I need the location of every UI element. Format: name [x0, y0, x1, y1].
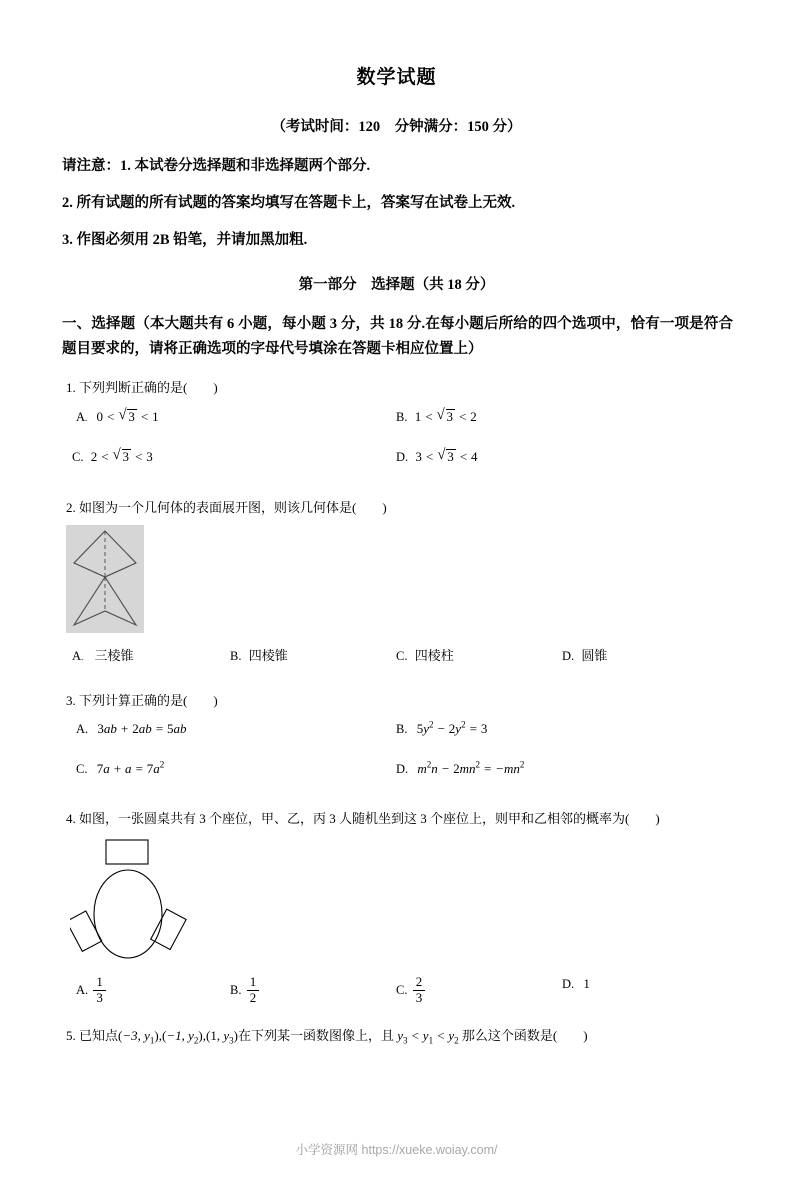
question-5-point-3: (1, $y_3$) — [206, 1028, 238, 1046]
exam-info: （考试时间：120 分钟满分：150 分） — [271, 119, 522, 135]
question-5-number: 5. — [66, 1028, 76, 1044]
question-3-option-b-expr: $5y^2 - 2y^2 = 3$ — [416, 719, 488, 736]
question-2-options-row — [66, 645, 737, 679]
exam-page — [0, 62, 793, 1184]
question-1-options-row-2 — [66, 448, 737, 482]
question-5-stem-part-2: 在下列某一函数图像上，且 — [237, 1028, 394, 1044]
question-3-options-row-2 — [66, 761, 737, 795]
question-3-option-b: B. $5y^2 - 2y^2 = 3$ — [396, 719, 488, 736]
page-title: 数学试题 — [356, 67, 437, 88]
question-2-option-b: B. 四棱锥 — [230, 648, 288, 664]
question-4-option-b: B. $\frac{1}{2}$ — [230, 976, 261, 1006]
question-1 — [66, 378, 733, 398]
question-4-option-a: A. $\frac{1}{3}$ — [76, 976, 108, 1006]
notice-line-1: 请注意：1. 本试卷分选择题和非选择题两个部分. — [62, 158, 371, 174]
question-5-point-2: (−1, $y_2$) — [162, 1028, 203, 1046]
notice-line-2: 2. 所有试题的所有试题的答案均填写在答题卡上，答案写在试卷上无效. — [62, 195, 516, 212]
question-2-option-d: D. 圆锥 — [562, 648, 608, 664]
question-3-number: 3. — [66, 693, 76, 709]
question-2 — [66, 498, 733, 518]
solid-net-diagram — [66, 525, 144, 633]
question-4-stem: 如图，一张圆桌共有 3 个座位，甲、乙，丙 3 人随机坐到这 3 个座位上，则甲和乙相邻的概率为( ) — [79, 810, 660, 826]
notice-line-3: 3. 作图必须用 2B 铅笔，并请加黑加粗. — [62, 232, 308, 249]
question-2-option-a: A. 三棱锥 — [72, 648, 134, 664]
question-3-option-c: C. $7a + a = 7a^2$ — [76, 759, 165, 776]
question-1-option-d: D. 3 < √ 3 < 4 — [396, 448, 477, 465]
question-4 — [66, 809, 733, 829]
section-intro: 一、选择题（本大题共有 6 小题，每小题 3 分，共 18 分.在每小题后所给的四个选项中，恰有一项是符合题目要求的，请将正确选项的字母代号填涂在答题卡相应位置上） — [62, 316, 733, 357]
part-heading: 第一部分 选择题（共 18 分） — [298, 277, 495, 294]
question-4-number: 4. — [66, 810, 76, 826]
question-1-options-row-1 — [66, 408, 737, 442]
round-table-diagram — [70, 838, 220, 970]
question-5-point-1: (−3, $y_1$) — [118, 1028, 159, 1046]
question-5-stem-part-3: 那么这个函数是( ) — [461, 1028, 588, 1044]
question-5: 5. 已知点(−3, $y_1),(-1$, $y_2),(1$, $y_3$)在下列某一函数图像上，且 $y_3 < y_1 < y_2$ 那么这个函数是( ) — [66, 1028, 588, 1046]
question-4-option-c: C. $\frac{2}{3}$ — [396, 976, 427, 1006]
question-5-inequality: $y_3 < y_1 < y_2$ — [394, 1028, 459, 1046]
question-1-option-c: C. 2 < √ 3 < 3 — [72, 448, 153, 465]
question-4-option-d: D. 1 — [562, 976, 590, 992]
watermark-brand: 小学资源网 — [295, 1143, 359, 1157]
question-2-number: 2. — [66, 499, 76, 515]
question-1-stem: 下列判断正确的是( ) — [79, 380, 218, 396]
question-2-stem: 如图为一个几何体的表面展开图，则该几何体是( ) — [79, 499, 387, 515]
question-3-option-a-expr: 3ab + 2ab = 5ab — [97, 720, 187, 736]
question-4-options-row — [66, 976, 737, 1016]
question-3-option-d: D. $m^2n - 2mn^2 = -mn^2$ — [396, 759, 525, 776]
watermark-url: https://xueke.woiay.com/ — [361, 1143, 498, 1157]
question-3 — [66, 691, 733, 711]
question-3-option-c-expr: $7a + a = 7a^2$ — [96, 759, 165, 776]
question-3-option-a: A. 3ab + 2ab = 5ab — [76, 720, 187, 736]
question-1-option-b: B. 1 < √ 3 < 2 — [396, 408, 477, 425]
question-3-options-row-1 — [66, 721, 737, 755]
question-3-stem: 下列计算正确的是( ) — [79, 693, 218, 709]
question-1-option-a: A. 0 < √ 3 < 1 — [76, 408, 159, 425]
question-2-option-c: C. 四棱柱 — [396, 648, 454, 664]
watermark — [0, 1140, 793, 1158]
question-4-figure — [70, 838, 220, 970]
question-1-number: 1. — [66, 380, 76, 396]
question-2-figure — [66, 525, 144, 633]
question-3-option-d-expr: $m^2n - 2mn^2 = -mn^2$ — [417, 759, 525, 776]
question-5-stem-part-1: 已知点 — [79, 1028, 119, 1044]
